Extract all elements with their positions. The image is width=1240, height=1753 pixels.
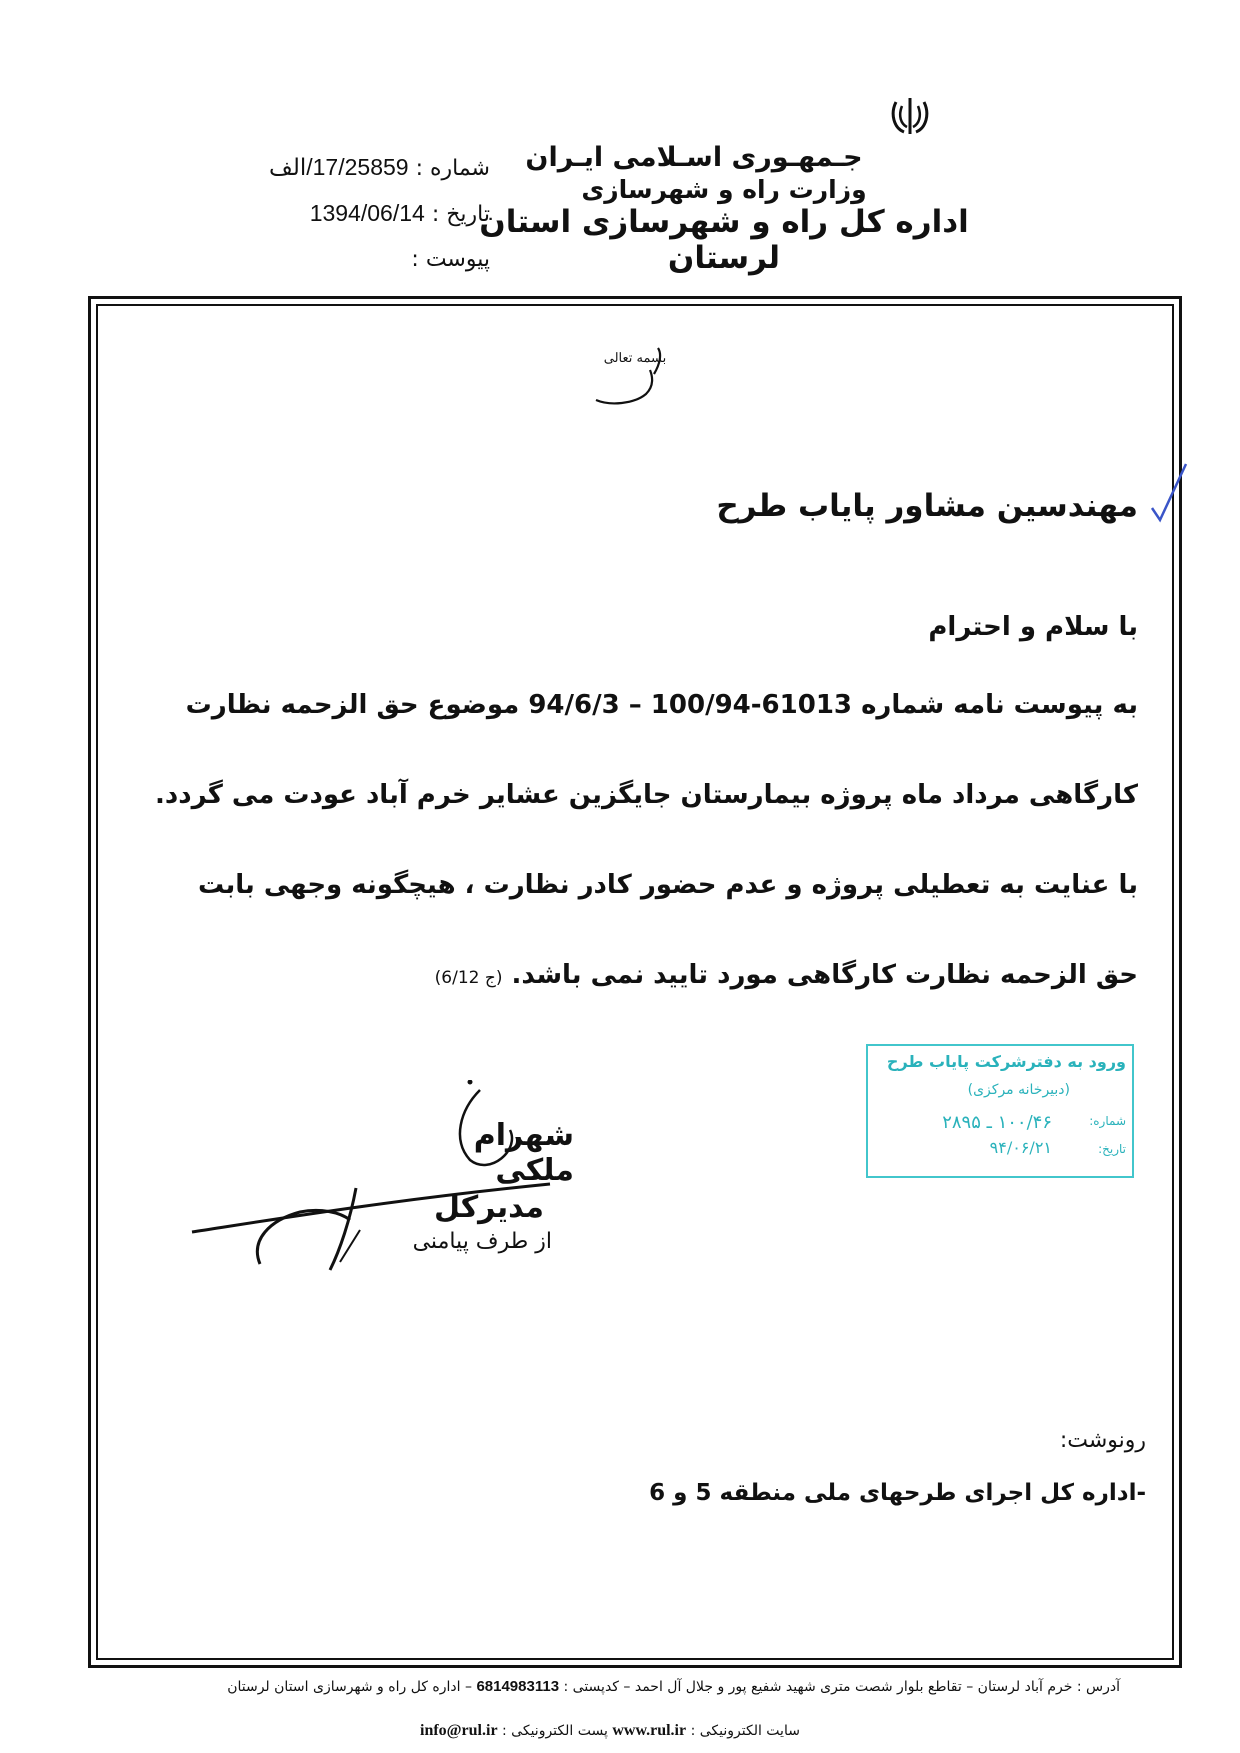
greeting: با سلام و احترام: [928, 612, 1138, 642]
calligraphy-bismillah: [590, 340, 680, 410]
letter-attachment-row: [230, 237, 490, 282]
letter-date-label: تاریخ :: [431, 202, 490, 227]
stamp-number-label: شماره:: [1089, 1114, 1126, 1128]
letter-body: [138, 660, 1138, 1023]
footer-postal-code: 6814983113: [476, 1678, 560, 1695]
stamp-number-handwritten: ۱۰۰/۴۶ ـ ۲۸۹۵: [942, 1112, 1052, 1133]
letterhead-ministry: وزارت راه و شهرسازی: [581, 175, 867, 204]
body-line-3: با عنایت به تعطیلی پروژه و عدم حضور کادر نظارت ، هیچگونه وجهی بابت: [197, 870, 1138, 900]
cc-label: رونوشت:: [1059, 1428, 1146, 1453]
body-line-4: [138, 930, 1138, 1023]
footer-website-link[interactable]: www.rul.ir: [612, 1722, 687, 1739]
letter-attachment-label: پیوست :: [411, 247, 490, 272]
letter-number-row: [230, 145, 490, 191]
cc-item: -اداره کل اجرای طرحهای ملی منطقه 5 و 6: [649, 1480, 1146, 1506]
letterhead-office: اداره کل راه و شهرسازی استان لرستان: [479, 204, 969, 276]
footer-office: – اداره کل راه و شهرسازی استان لرستان: [227, 1679, 472, 1695]
addressee: مهندسین مشاور پایاب طرح: [716, 488, 1138, 524]
letter-date-value: 1394/06/14: [309, 200, 425, 226]
signer-role: مدیرکل: [433, 1190, 544, 1225]
footer-contacts: [420, 1722, 800, 1740]
body-ref: (ج 6/12): [434, 968, 503, 988]
signer-name: شهرام ملکی: [473, 1118, 574, 1188]
letter-number-label: شماره :: [415, 156, 490, 181]
checkmark-icon: [1150, 460, 1190, 530]
stamp-subtitle: (دبیرخانه مرکزی): [967, 1082, 1070, 1098]
letterhead: [444, 142, 1004, 276]
footer-email-link[interactable]: info@rul.ir: [420, 1722, 498, 1739]
body-line-2: کارگاهی مرداد ماه پروژه بیمارستان جایگزین عشایر خرم آباد عودت می گردد.: [155, 780, 1138, 810]
stamp-title: ورود به دفترشرکت پایاب طرح: [886, 1052, 1126, 1071]
letter-number-value: 17/25859/الف: [269, 154, 409, 180]
footer-address-text: خرم آباد لرستان – تقاطع بلوار شصت متری شهید شفیع پور و جلال آل احمد – کدپستی :: [563, 1679, 1073, 1695]
footer-email-label: پست الکترونیکی :: [502, 1723, 608, 1739]
body-line-4-text: حق الزحمه نظارت کارگاهی مورد تایید نمی باشد.: [511, 960, 1138, 990]
body-line-1: به پیوست نامه شماره 61013-100/94 – 94/6/3 موضوع حق الزحمه نظارت: [185, 690, 1138, 720]
footer-site-label: سایت الکترونیکی :: [690, 1723, 800, 1739]
received-stamp: [866, 1044, 1134, 1178]
handwritten-signature: [190, 1080, 580, 1280]
letter-meta: [230, 145, 490, 282]
stamp-date-handwritten: ۹۴/۰۶/۲۱: [989, 1138, 1052, 1157]
iran-emblem-icon: [888, 94, 932, 138]
svg-text:بسمه تعالی: بسمه تعالی: [603, 351, 667, 366]
letterhead-country: جـمهـوری اسـلامی ایـران: [525, 142, 863, 173]
letter-date-row: [230, 191, 490, 237]
footer-address: [80, 1678, 1120, 1695]
footer-address-label: آدرس :: [1076, 1679, 1120, 1695]
signer-behalf: از طرف پیامنی: [412, 1229, 552, 1254]
stamp-date-label: تاریخ:: [1098, 1142, 1126, 1156]
